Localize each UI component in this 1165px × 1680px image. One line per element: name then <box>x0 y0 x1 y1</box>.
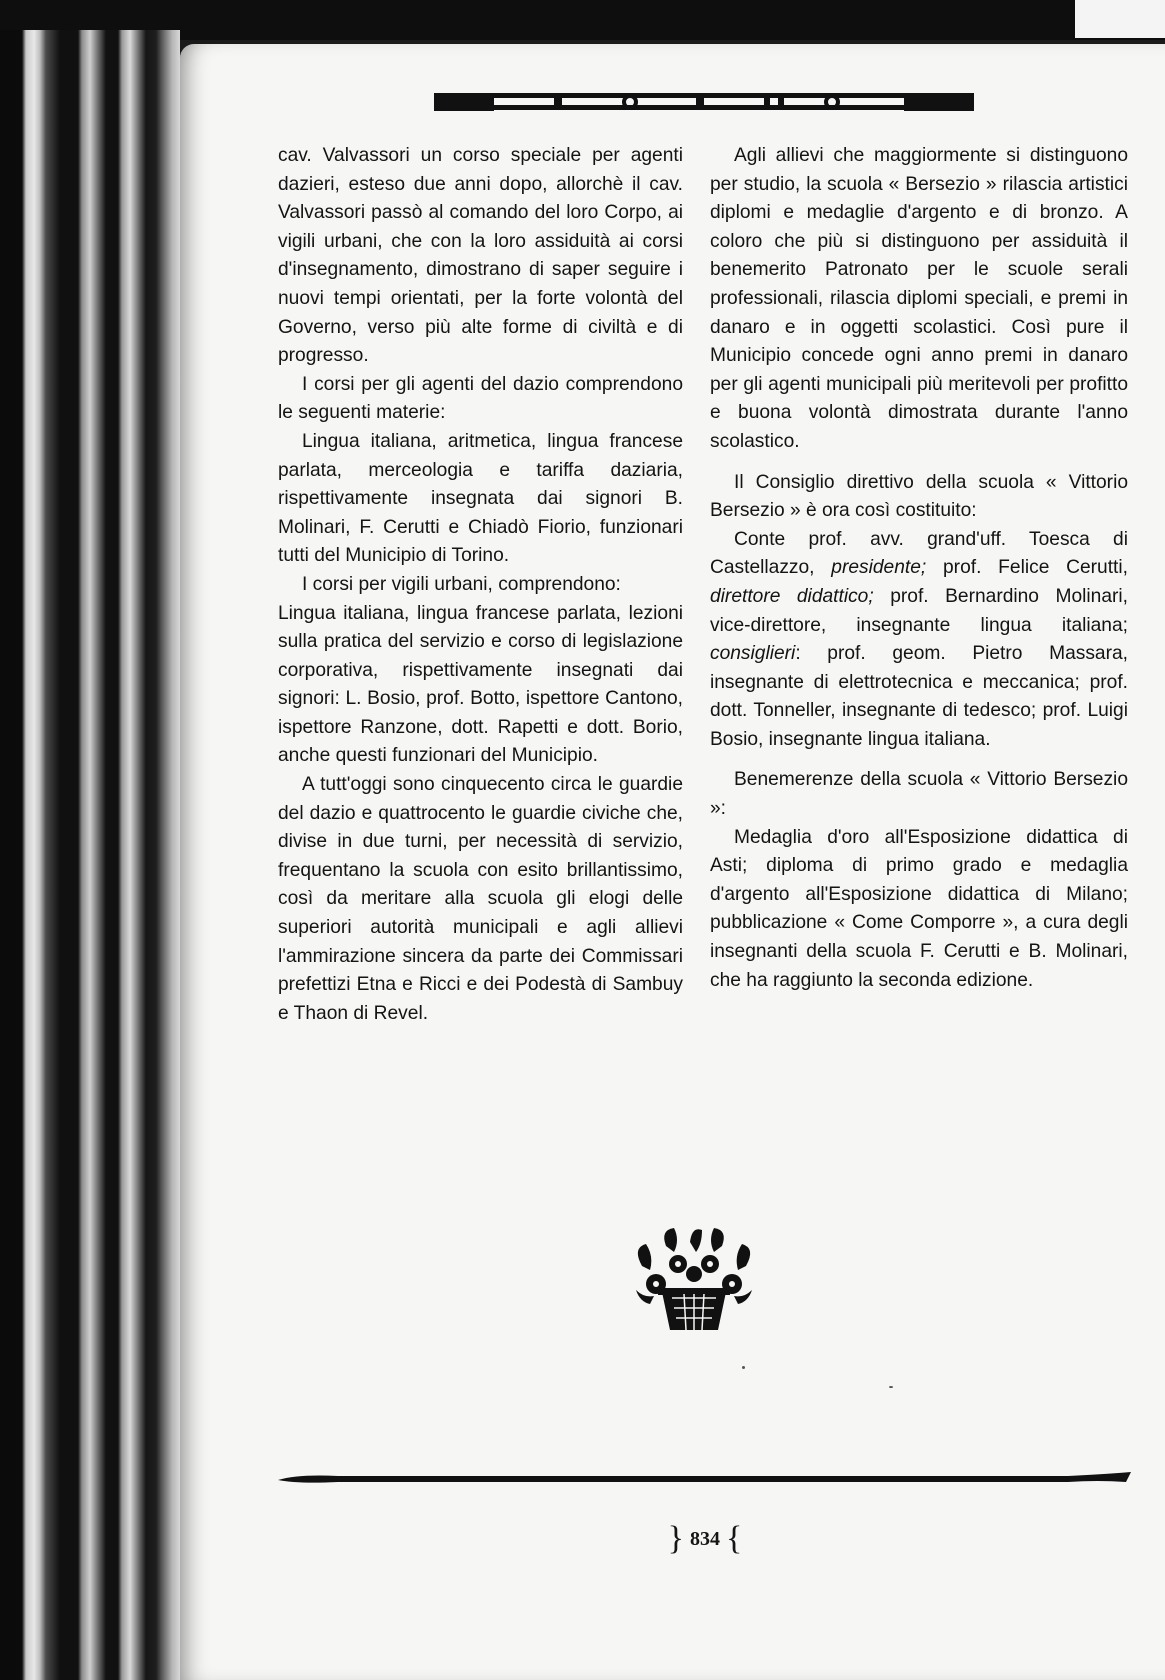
council-paragraph <box>710 526 1128 755</box>
page-number-block <box>655 1520 755 1560</box>
role-consiglieri: consiglieri <box>710 643 796 665</box>
speck <box>742 1366 745 1369</box>
footer-rule <box>278 1470 1131 1488</box>
paragraph: Il Consiglio direttivo della scuola « Vittorio Bersezio » è ora così costituito: <box>710 471 1128 522</box>
role-presidente: presidente; <box>831 557 927 579</box>
right-brace-ornament: { <box>726 1520 743 1557</box>
text-run: Conte prof. avv. grand'uff. Toesca di Castellazzo, <box>710 528 1128 579</box>
speck <box>889 1386 893 1388</box>
paragraph: I corsi per gli agenti del dazio comprendono le seguenti materie: <box>278 373 683 424</box>
paragraph: cav. Valvassori un corso speciale per agenti dazieri, esteso due anni dopo, allorchè il cav. Valvassori passò al comando del loro Corpo, ai vigili urbani, che con la loro assiduità ai corsi d'insegnamento, dimostrano di saper seguire i nuovi tempi orientati, per la forte volontà del Governo, verso più alte forme di civiltà e di progresso. <box>278 145 683 367</box>
header-ornament <box>434 93 974 111</box>
paragraph: Lingua italiana, lingua francese parlata, lezioni sulla pratica del servizio e corso di legislazione corporativa, rispettivamente insegnati dai signori: L. Bosio, prof. Botto, ispettore Cantono, ispettore Ranzone, dott. Rapetti e dott. Borio, anche questi funzionari del Municipio. <box>278 602 683 767</box>
left-brace-ornament: } <box>667 1520 684 1557</box>
paragraph: Medaglia d'oro all'Esposizione didattica di Asti; diploma di primo grado e medaglia d'argento all'Esposizione didattica di Milano; pubblicazione « Come Comporre », a cura degli insegnanti della scuola F. Cerutti e B. Molinari, che ha raggiunto la seconda edizione. <box>710 826 1128 991</box>
page-number: 834 <box>690 1528 720 1550</box>
text-run: : prof. geom. Pietro Massara, insegnante di elettrotecnica e meccanica; prof. dott. Tonneller, insegnante di tedesco; prof. Luigi Bosio, insegnante lingua italiana. <box>710 643 1128 750</box>
scan-corner <box>1075 0 1165 38</box>
text-run: prof. Felice Cerutti, <box>943 557 1128 579</box>
paragraph: I corsi per vigili urbani, comprendono: <box>302 573 621 595</box>
book-spine-edge <box>0 30 180 1680</box>
left-column <box>278 142 683 1028</box>
right-column <box>710 142 1128 995</box>
flower-basket-ornament <box>632 1226 756 1334</box>
paragraph: Lingua italiana, aritmetica, lingua francese parlata, merceologia e tariffa daziaria, rispettivamente insegnata dai signori B. Molinari, F. Cerutti e Chiadò Fiorio, funzionari tutti del Municipio di Torino. <box>278 430 683 567</box>
paragraph: Agli allievi che maggiormente si distinguono per studio, la scuola « Bersezio » rilascia artistici diplomi e medaglie d'argento e di bronzo. A coloro che più si distinguono per assiduità il benemerito Patronato per le scuole serali professionali, rilascia diplomi speciali, e premi in danaro e in oggetti scolastici. Così pure il Municipio concede ogni anno premi in danaro per gli agenti municipali più meritevoli per profitto e buona volontà dimostrata durante l'anno scolastico. <box>710 145 1128 452</box>
paragraph: A tutt'oggi sono cinquecento circa le guardie del dazio e quattrocento le guardie civiche che, divise in due turni, per necessità di servizio, frequentano la scuola con esito brillantissimo, così da meritare alla scuola gli elogi delle superiori autorità municipali e agli allievi l'ammirazione sincera da parte dei Commissari prefettizi Etna e Ricci e dei Podestà di Sambuy e Thaon di Revel. <box>278 774 683 1024</box>
role-direttore: direttore didattico; <box>710 585 874 607</box>
paragraph: Benemerenze della scuola « Vittorio Bersezio »: <box>710 769 1128 820</box>
text-run: prof. Bernardino Molinari, vice-direttore, insegnante lingua italiana; <box>710 585 1128 636</box>
